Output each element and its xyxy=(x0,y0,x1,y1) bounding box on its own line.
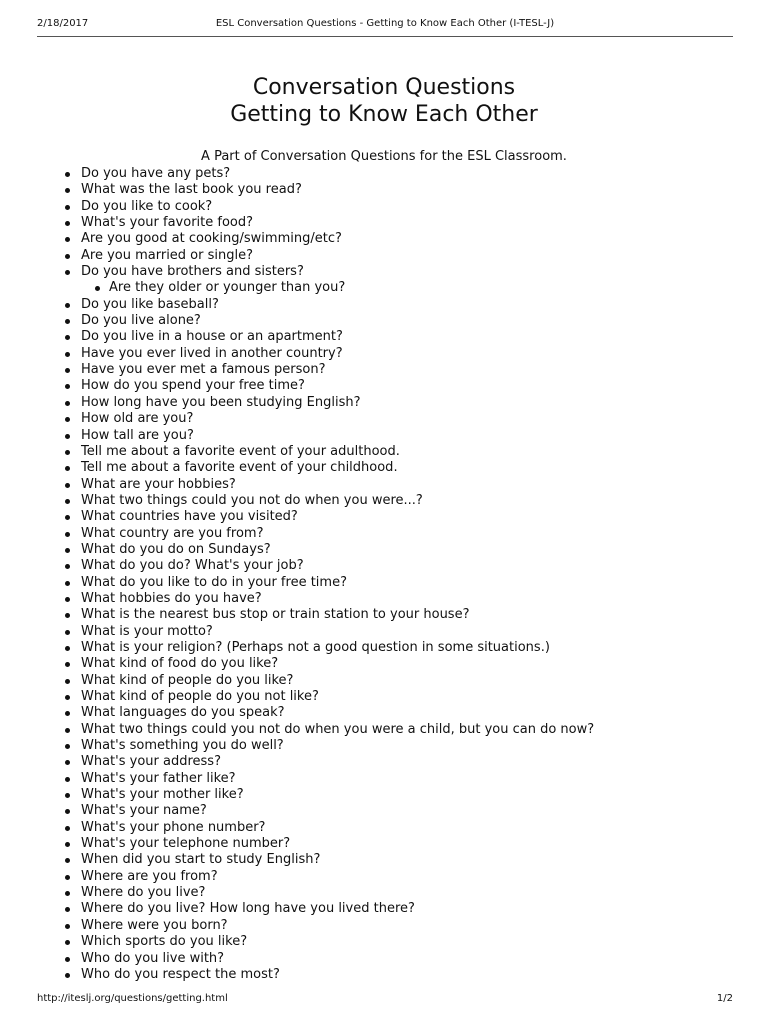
question-item: Do you like baseball? xyxy=(81,297,594,313)
question-item: What do you do? What's your job? xyxy=(81,558,594,574)
question-item: What languages do you speak? xyxy=(81,705,594,721)
question-item: How do you spend your free time? xyxy=(81,378,594,394)
question-item: What do you do on Sundays? xyxy=(81,542,594,558)
question-item: Are you good at cooking/swimming/etc? xyxy=(81,231,594,247)
print-doc-title: ESL Conversation Questions - Getting to Know Each Other (I-TESL-J) xyxy=(215,18,555,29)
question-list xyxy=(81,166,594,983)
question-item: Have you ever lived in another country? xyxy=(81,346,594,362)
question-item: Who do you respect the most? xyxy=(81,967,594,983)
question-item: What is the nearest bus stop or train station to your house? xyxy=(81,607,594,623)
question-item: How tall are you? xyxy=(81,428,594,444)
title-line-1: Conversation Questions xyxy=(252,75,516,100)
question-item: Do you live alone? xyxy=(81,313,594,329)
question-item: How long have you been studying English? xyxy=(81,395,594,411)
question-item: Who do you live with? xyxy=(81,951,594,967)
question-item: How old are you? xyxy=(81,411,594,427)
question-item: What kind of people do you like? xyxy=(81,673,594,689)
page-number: 1/2 xyxy=(716,993,733,1004)
question-item: What's your name? xyxy=(81,803,594,819)
question-item: Have you ever met a famous person? xyxy=(81,362,594,378)
question-item: What's something you do well? xyxy=(81,738,594,754)
page-title xyxy=(0,74,768,128)
print-url: http://iteslj.org/questions/getting.html xyxy=(37,993,228,1004)
print-date: 2/18/2017 xyxy=(37,18,89,29)
question-item: What two things could you not do when you were a child, but you can do now? xyxy=(81,721,595,737)
title-line-2: Getting to Know Each Other xyxy=(230,102,538,127)
question-item: What's your father like? xyxy=(81,771,594,787)
question-item: What two things could you not do when you were...? xyxy=(81,493,594,509)
question-item: What's your favorite food? xyxy=(81,215,594,231)
question-item: What's your phone number? xyxy=(81,820,594,836)
question-item: Where are you from? xyxy=(81,869,594,885)
question-item: Where do you live? How long have you lived there? xyxy=(81,901,594,917)
question-item: What are your hobbies? xyxy=(81,477,594,493)
page-subtitle: A Part of Conversation Questions for the ESL Classroom. xyxy=(201,149,567,164)
sub-question-item: Are they older or younger than you? xyxy=(81,280,594,296)
question-item: Tell me about a favorite event of your adulthood. xyxy=(81,444,594,460)
question-item: Which sports do you like? xyxy=(81,934,594,950)
question-item: Tell me about a favorite event of your childhood. xyxy=(81,460,594,476)
question-item: Where do you live? xyxy=(81,885,594,901)
print-footer xyxy=(37,992,733,1006)
print-header xyxy=(37,16,733,32)
question-item: What's your address? xyxy=(81,754,594,770)
header-divider xyxy=(37,36,733,37)
question-item: What kind of food do you like? xyxy=(81,656,594,672)
question-item: What's your mother like? xyxy=(81,787,594,803)
question-item: Do you have any pets? xyxy=(81,166,594,182)
question-item: Do you like to cook? xyxy=(81,199,594,215)
question-item: Do you have brothers and sisters? xyxy=(81,264,594,280)
question-item: When did you start to study English? xyxy=(81,852,594,868)
question-item: What countries have you visited? xyxy=(81,509,594,525)
question-item: Do you live in a house or an apartment? xyxy=(81,329,594,345)
question-item: What do you like to do in your free time? xyxy=(81,575,594,591)
question-item: Where were you born? xyxy=(81,918,594,934)
question-item: What is your motto? xyxy=(81,624,594,640)
question-item: What hobbies do you have? xyxy=(81,591,594,607)
question-item: What country are you from? xyxy=(81,526,594,542)
question-item: What was the last book you read? xyxy=(81,182,594,198)
question-item: Are you married or single? xyxy=(81,248,594,264)
question-item: What's your telephone number? xyxy=(81,836,594,852)
question-item: What kind of people do you not like? xyxy=(81,689,594,705)
question-item: What is your religion? (Perhaps not a good question in some situations.) xyxy=(81,640,594,656)
